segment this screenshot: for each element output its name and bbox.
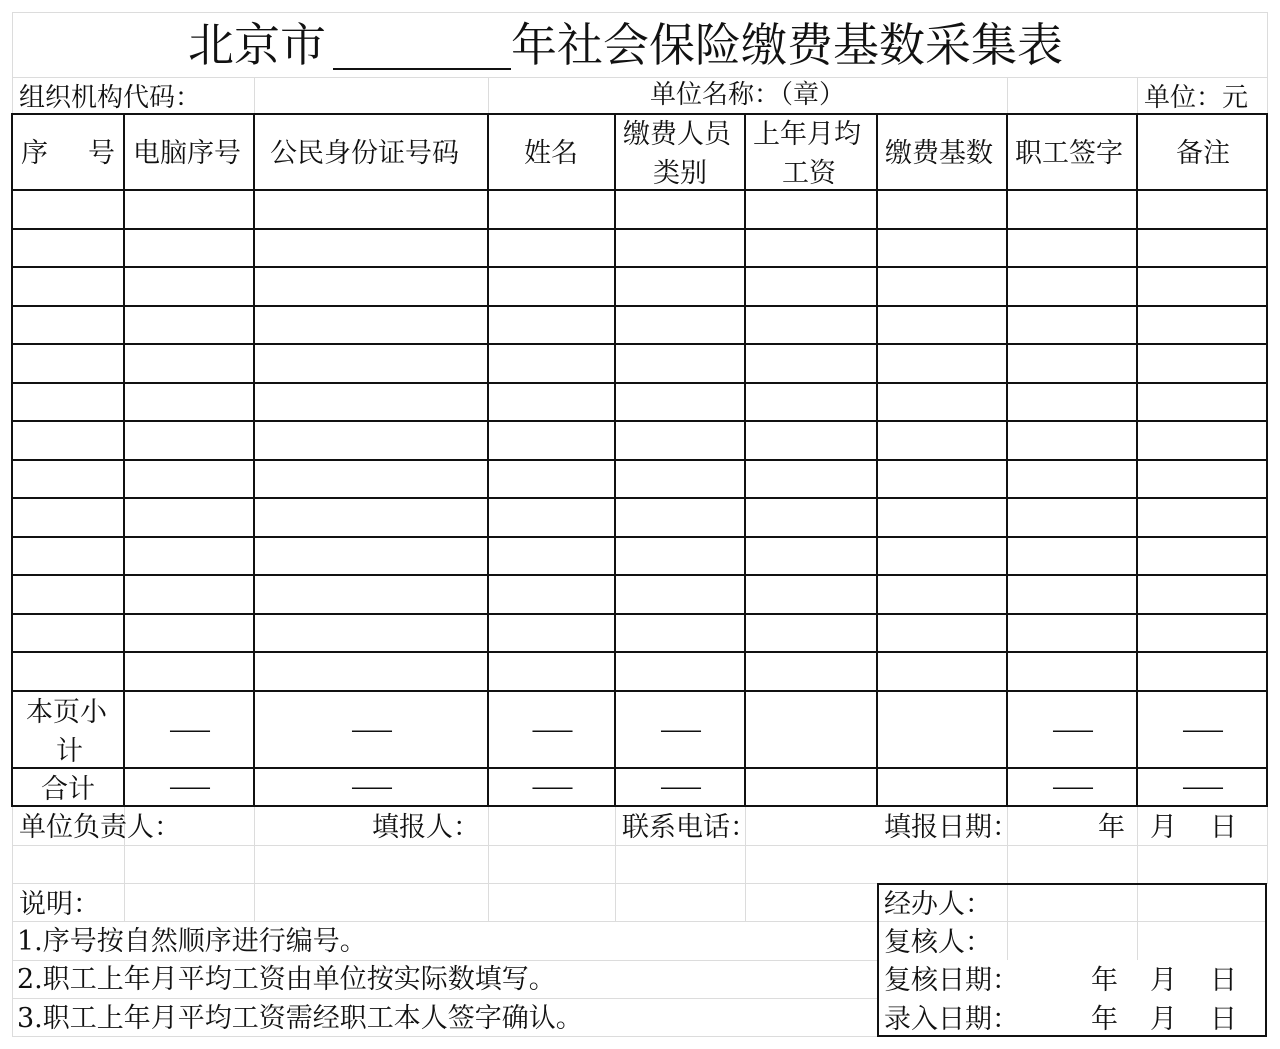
table-cell-name[interactable] [489, 576, 614, 612]
table-cell-last_year_wage[interactable] [746, 499, 876, 535]
total-remark-dash: —— [1182, 774, 1222, 800]
table-cell-id_no[interactable] [255, 499, 487, 535]
table-cell-base[interactable] [878, 191, 1006, 227]
phone-label: 联系电话： [622, 812, 757, 843]
table-cell-signature[interactable] [1008, 230, 1136, 266]
entry-date-month: 月 [1150, 1004, 1177, 1035]
table-cell-last_year_wage[interactable] [746, 422, 876, 458]
table-cell-remark[interactable] [1138, 422, 1266, 458]
table-cell-signature[interactable] [1008, 268, 1136, 304]
table-cell-last_year_wage[interactable] [746, 345, 876, 381]
note-item: 3.职工上年月平均工资需经职工本人签字确认。 [17, 1003, 583, 1034]
table-cell-id_no[interactable] [255, 230, 487, 266]
table-cell-name[interactable] [489, 345, 614, 381]
handler-label: 经办人： [884, 889, 992, 920]
table-cell-last_year_wage[interactable] [746, 307, 876, 343]
subtotal-id-dash: —— [351, 717, 391, 743]
table-cell-id_no[interactable] [255, 538, 487, 574]
table-cell-base[interactable] [878, 384, 1006, 420]
subtotal-remark-dash: —— [1182, 717, 1222, 743]
currency-unit-label: 单位：元 [1144, 83, 1249, 113]
table-cell-category[interactable] [616, 307, 744, 343]
table-cell-id_no[interactable] [255, 307, 487, 343]
notes-title: 说明： [19, 889, 100, 920]
review-date-day: 日 [1210, 965, 1237, 996]
header-name: 姓名 [524, 138, 578, 169]
table-cell-remark[interactable] [1138, 538, 1266, 574]
table-cell-pc_seq[interactable] [125, 230, 253, 266]
table-cell-name[interactable] [489, 268, 614, 304]
header-wage-line2: 工资 [782, 158, 836, 189]
grid-line [1137, 845, 1268, 846]
table-cell-remark[interactable] [1138, 384, 1266, 420]
table-cell-category[interactable] [616, 345, 744, 381]
entry-date-year: 年 [1091, 1004, 1118, 1035]
table-cell-last_year_wage[interactable] [746, 384, 876, 420]
table-cell-base[interactable] [878, 576, 1006, 612]
table-cell-base[interactable] [878, 499, 1006, 535]
table-cell-pc_seq[interactable] [125, 384, 253, 420]
table-cell-base[interactable] [878, 653, 1006, 689]
table-cell-name[interactable] [489, 538, 614, 574]
grid-line [254, 807, 255, 922]
table-cell-name[interactable] [489, 461, 614, 497]
header-id-number: 公民身份证号码 [270, 138, 459, 169]
grid-line [1007, 77, 1008, 114]
table-cell-base[interactable] [878, 345, 1006, 381]
table-cell-signature[interactable] [1008, 615, 1136, 651]
header-seq-part2: 号 [88, 138, 115, 169]
review-date-month: 月 [1150, 965, 1177, 996]
responsible-label: 单位负责人： [19, 812, 181, 843]
table-cell-pc_seq[interactable] [125, 615, 253, 651]
table-cell-pc_seq[interactable] [125, 422, 253, 458]
grid-line [12, 12, 13, 114]
review-date-label: 复核日期： [884, 965, 1019, 996]
grid-line [1137, 807, 1138, 884]
table-cell-signature[interactable] [1008, 384, 1136, 420]
grid-line [12, 960, 878, 961]
grid-line [488, 77, 489, 114]
grid-line [12, 883, 878, 884]
table-cell-id_no[interactable] [255, 191, 487, 227]
grid-line [254, 77, 255, 114]
table-cell-remark[interactable] [1138, 191, 1266, 227]
entry-date-day: 日 [1210, 1004, 1237, 1035]
unit-name-label: 单位名称：（章） [650, 80, 846, 110]
table-cell-id_no[interactable] [255, 384, 487, 420]
grid-line [12, 12, 1268, 13]
table-cell-signature[interactable] [1008, 191, 1136, 227]
table-cell-pc_seq[interactable] [125, 268, 253, 304]
table-cell-pc_seq[interactable] [125, 499, 253, 535]
table-cell-remark[interactable] [1138, 576, 1266, 612]
table-cell-last_year_wage[interactable] [746, 461, 876, 497]
table-cell-last_year_wage[interactable] [746, 576, 876, 612]
table-cell-category[interactable] [616, 499, 744, 535]
grid-line [12, 807, 13, 1037]
table-cell-category[interactable] [616, 615, 744, 651]
table-cell-base[interactable] [878, 230, 1006, 266]
table-cell-remark[interactable] [1138, 461, 1266, 497]
table-cell-last_year_wage[interactable] [746, 653, 876, 689]
table-cell-id_no[interactable] [255, 268, 487, 304]
table-cell-base[interactable] [878, 422, 1006, 458]
total-signature-dash: —— [1052, 774, 1092, 800]
table-cell-category[interactable] [616, 653, 744, 689]
header-remark: 备注 [1176, 138, 1230, 169]
table-cell-seq[interactable] [13, 422, 123, 458]
table-cell-name[interactable] [489, 307, 614, 343]
subtotal-label-line1: 本页小 [26, 697, 107, 728]
table-cell-category[interactable] [616, 461, 744, 497]
subtotal-category-dash: —— [660, 717, 700, 743]
header-base: 缴费基数 [885, 138, 993, 169]
table-cell-id_no[interactable] [255, 576, 487, 612]
table-cell-category[interactable] [616, 268, 744, 304]
table-cell-signature[interactable] [1008, 461, 1136, 497]
table-cell-name[interactable] [489, 384, 614, 420]
subtotal-name-dash: —— [531, 717, 572, 743]
subtotal-signature-dash: —— [1052, 717, 1092, 743]
table-cell-seq[interactable] [13, 499, 123, 535]
header-category-line2: 类别 [653, 158, 707, 189]
fill-date-year: 年 [1098, 812, 1125, 843]
table-cell-remark[interactable] [1138, 615, 1266, 651]
grid-line [1137, 77, 1138, 114]
total-name-dash: —— [531, 774, 572, 800]
table-cell-name[interactable] [489, 615, 614, 651]
table-cell-last_year_wage[interactable] [746, 615, 876, 651]
fill-date-label: 填报日期： [884, 812, 1019, 843]
year-blank-underline[interactable] [333, 68, 511, 70]
table-cell-seq[interactable] [13, 576, 123, 612]
grid-line [12, 845, 1268, 846]
total-label: 合计 [41, 774, 95, 805]
table-cell-base[interactable] [878, 307, 1006, 343]
header-wage-line1: 上年月均 [753, 119, 861, 150]
table-cell-last_year_wage[interactable] [746, 538, 876, 574]
grid-line [12, 921, 878, 922]
grid-line [12, 1036, 878, 1037]
grid-line [1267, 12, 1268, 114]
table-cell-remark[interactable] [1138, 230, 1266, 266]
table-row-line [12, 113, 1268, 115]
table-cell-name[interactable] [489, 499, 614, 535]
table-cell-signature[interactable] [1008, 538, 1136, 574]
table-cell-pc_seq[interactable] [125, 461, 253, 497]
table-cell-seq[interactable] [13, 653, 123, 689]
grid-line [12, 998, 878, 999]
grid-line [615, 807, 616, 922]
reviewer-label: 复核人： [884, 927, 992, 958]
table-cell-base[interactable] [878, 268, 1006, 304]
table-cell-pc_seq[interactable] [125, 576, 253, 612]
subtotal-label-line2: 计 [56, 736, 83, 767]
table-cell-pc_seq[interactable] [125, 538, 253, 574]
total-id-dash: —— [351, 774, 391, 800]
table-cell-signature[interactable] [1008, 422, 1136, 458]
fill-date-month: 月 [1150, 812, 1177, 843]
header-pc-seq: 电脑序号 [133, 138, 241, 169]
note-item: 2.职工上年月平均工资由单位按实际数填写。 [17, 964, 556, 995]
filler-label: 填报人： [372, 812, 480, 843]
table-cell-seq[interactable] [13, 230, 123, 266]
table-cell-base[interactable] [878, 461, 1006, 497]
table-cell-id_no[interactable] [255, 422, 487, 458]
table-cell-category[interactable] [616, 576, 744, 612]
table-cell-seq[interactable] [13, 615, 123, 651]
table-cell-last_year_wage[interactable] [746, 268, 876, 304]
table-cell-seq[interactable] [13, 191, 123, 227]
table-cell-signature[interactable] [1008, 576, 1136, 612]
table-cell-category[interactable] [616, 384, 744, 420]
table-cell-pc_seq[interactable] [125, 307, 253, 343]
table-cell-name[interactable] [489, 230, 614, 266]
table-cell-seq[interactable] [13, 307, 123, 343]
table-cell-category[interactable] [616, 191, 744, 227]
table-cell-category[interactable] [616, 538, 744, 574]
total-category-dash: —— [660, 774, 700, 800]
note-item: 1.序号按自然顺序进行编号。 [17, 926, 367, 957]
table-cell-last_year_wage[interactable] [746, 191, 876, 227]
table-cell-signature[interactable] [1008, 307, 1136, 343]
table-cell-seq[interactable] [13, 461, 123, 497]
table-cell-signature[interactable] [1008, 499, 1136, 535]
entry-date-label: 录入日期： [884, 1004, 1019, 1035]
table-cell-remark[interactable] [1138, 345, 1266, 381]
grid-line [12, 77, 1268, 78]
table-cell-remark[interactable] [1138, 653, 1266, 689]
table-cell-category[interactable] [616, 422, 744, 458]
header-signature: 职工签字 [1015, 138, 1123, 169]
form-title-prefix: 北京市 [188, 18, 326, 72]
table-cell-id_no[interactable] [255, 653, 487, 689]
table-cell-last_year_wage[interactable] [746, 230, 876, 266]
table-cell-seq[interactable] [13, 345, 123, 381]
table-cell-signature[interactable] [1008, 345, 1136, 381]
table-cell-seq[interactable] [13, 538, 123, 574]
org-code-label: 组织机构代码： [19, 83, 202, 113]
table-cell-pc_seq[interactable] [125, 345, 253, 381]
table-cell-remark[interactable] [1138, 268, 1266, 304]
header-seq-part1: 序 [21, 138, 48, 169]
table-cell-seq[interactable] [13, 384, 123, 420]
subtotal-pc-seq-dash: —— [169, 717, 209, 743]
table-cell-signature[interactable] [1008, 653, 1136, 689]
form-title-suffix: 年社会保险缴费基数采集表 [511, 18, 1063, 72]
table-cell-name[interactable] [489, 191, 614, 227]
table-cell-category[interactable] [616, 230, 744, 266]
review-date-year: 年 [1091, 965, 1118, 996]
table-cell-id_no[interactable] [255, 345, 487, 381]
total-pc-seq-dash: —— [169, 774, 209, 800]
table-cell-name[interactable] [489, 653, 614, 689]
table-cell-remark[interactable] [1138, 307, 1266, 343]
table-cell-pc_seq[interactable] [125, 191, 253, 227]
table-cell-name[interactable] [489, 422, 614, 458]
grid-line [488, 807, 489, 922]
table-cell-pc_seq[interactable] [125, 653, 253, 689]
fill-date-day: 日 [1210, 812, 1237, 843]
table-cell-base[interactable] [878, 538, 1006, 574]
table-cell-id_no[interactable] [255, 615, 487, 651]
table-cell-id_no[interactable] [255, 461, 487, 497]
table-cell-remark[interactable] [1138, 499, 1266, 535]
header-category-line1: 缴费人员 [623, 119, 731, 150]
table-cell-base[interactable] [878, 615, 1006, 651]
table-cell-seq[interactable] [13, 268, 123, 304]
